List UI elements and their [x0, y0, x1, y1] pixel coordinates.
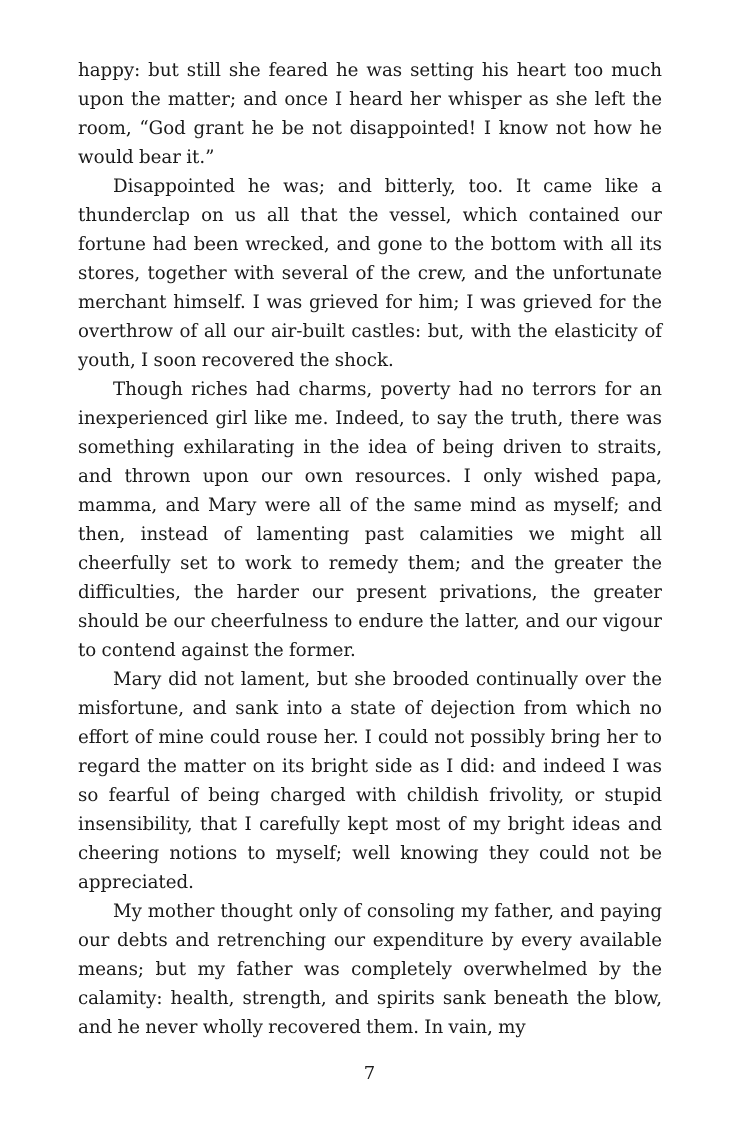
paragraph: My mother thought only of consoling my father, and paying our debts and retrenching our expenditure by every available means; but my father was completely overwhelmed by the calamity: health, strength, and spirits sank beneath the blow, and he never wholly recovered them. In vain, my — [78, 901, 662, 1038]
paragraph: Disappointed he was; and bitterly, too. It came like a thunderclap on us all that the vessel, which contained our fortune had been wrecked, and gone to the bottom with all its stores, together with several of the crew, and the unfortunate merchant himself. I was grieved for him; I was grieved for the overthrow of all our air-built castles: but, with the elasticity of youth, I soon recovered the shock. — [78, 176, 662, 371]
page-number: 7 — [363, 1063, 376, 1084]
paragraph-continued: happy: but still she feared he was setting his heart too much upon the matter; and once I heard her whisper as she left the room, “God grant he be not disappointed! I know not how he would bear it.” — [78, 60, 662, 168]
page-body — [78, 56, 662, 1042]
paragraph: Mary did not lament, but she brooded continually over the misfortune, and sank into a state of dejection from which no effort of mine could rouse her. I could not possibly bring her to regard the matter on its bright side as I did: and indeed I was so fearful of being charged with childish frivolity, or stupid insensibility, that I carefully kept most of my bright ideas and cheering notions to myself; well knowing they could not be appreciated. — [78, 669, 662, 893]
paragraph: Though riches had charms, poverty had no terrors for an inexperienced girl like me. Indeed, to say the truth, there was something exhilarating in the idea of being driven to straits, and thrown upon our own resources. I only wished papa, mamma, and Mary were all of the same mind as myself; and then, instead of lamenting past calamities we might all cheerfully set to work to remedy them; and the greater the difficulties, the harder our present privations, the greater should be our cheerfulness to endure the latter, and our vigour to contend against the former. — [78, 379, 662, 661]
